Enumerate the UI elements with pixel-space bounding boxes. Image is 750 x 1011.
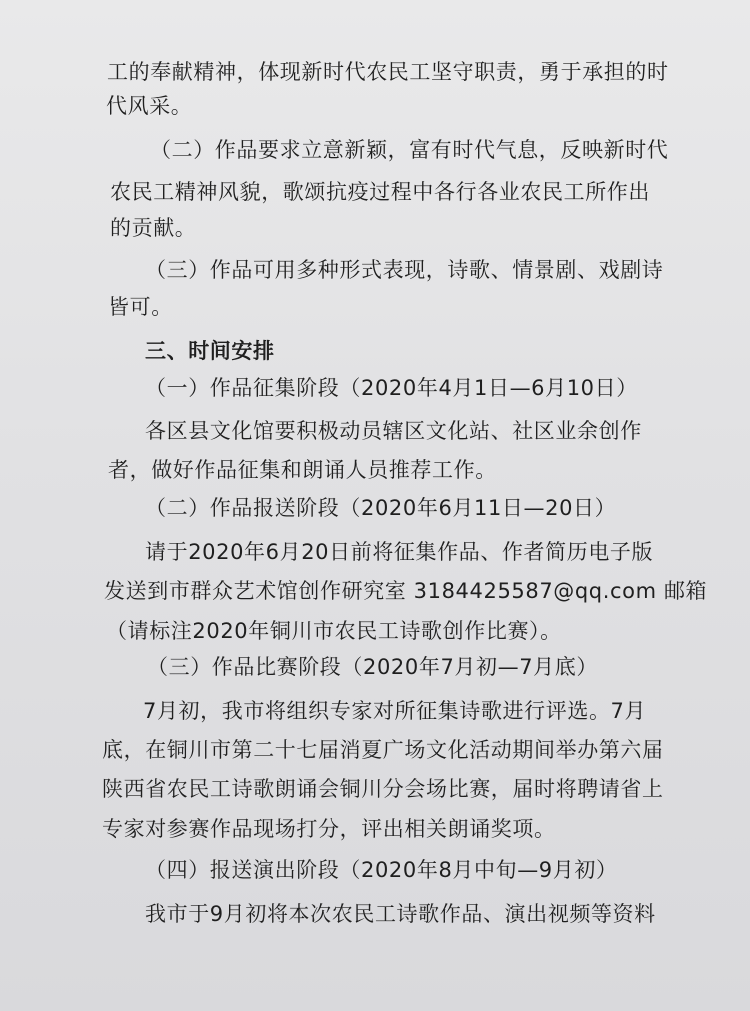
text-line: （三）作品比赛阶段（2020年7月初—7月底）	[147, 655, 598, 679]
text-line: 底，在铜川市第二十七届消夏广场文化活动期间举办第六届	[102, 738, 664, 762]
text-line: 请于2020年6月20日前将征集作品、作者简历电子版	[145, 540, 654, 564]
text-line: 专家对参赛作品现场打分，评出相关朗诵奖项。	[102, 817, 556, 841]
text-line: 代风采。	[106, 94, 193, 118]
text-line: 的贡献。	[110, 216, 197, 240]
text-line: （三）作品可用多种形式表现，诗歌、情景剧、戏剧诗	[145, 258, 664, 282]
text-line: 工的奉献精神，体现新时代农民工坚守职责，勇于承担的时	[107, 60, 669, 84]
text-line: 陕西省农民工诗歌朗诵会铜川分会场比赛，届时将聘请省上	[102, 777, 664, 801]
text-line: 我市于9月初将本次农民工诗歌作品、演出视频等资料	[145, 902, 656, 926]
text-line: （二）作品报送阶段（2020年6月11日—20日）	[145, 496, 617, 520]
text-line: 皆可。	[108, 295, 173, 319]
text-line: 各区县文化馆要积极动员辖区文化站、社区业余创作	[145, 419, 642, 443]
text-line: 者，做好作品征集和朗诵人员推荐工作。	[108, 458, 497, 482]
text-line: 7月初，我市将组织专家对所征集诗歌进行评选。7月	[143, 699, 647, 723]
text-line: （二）作品要求立意新颖，富有时代气息，反映新时代	[150, 138, 669, 162]
text-line: （一）作品征集阶段（2020年4月1日—6月10日）	[145, 376, 638, 400]
section-heading: 三、时间安排	[145, 339, 275, 363]
text-line: 农民工精神风貌，歌颂抗疫过程中各行各业农民工所作出	[110, 180, 650, 204]
text-line: （四）报送演出阶段（2020年8月中旬—9月初）	[145, 858, 618, 882]
text-line: （请标注2020年铜川市农民工诗歌创作比赛）。	[106, 619, 562, 643]
text-line: 发送到市群众艺术馆创作研究室 3184425587@qq.com 邮箱	[104, 579, 708, 603]
